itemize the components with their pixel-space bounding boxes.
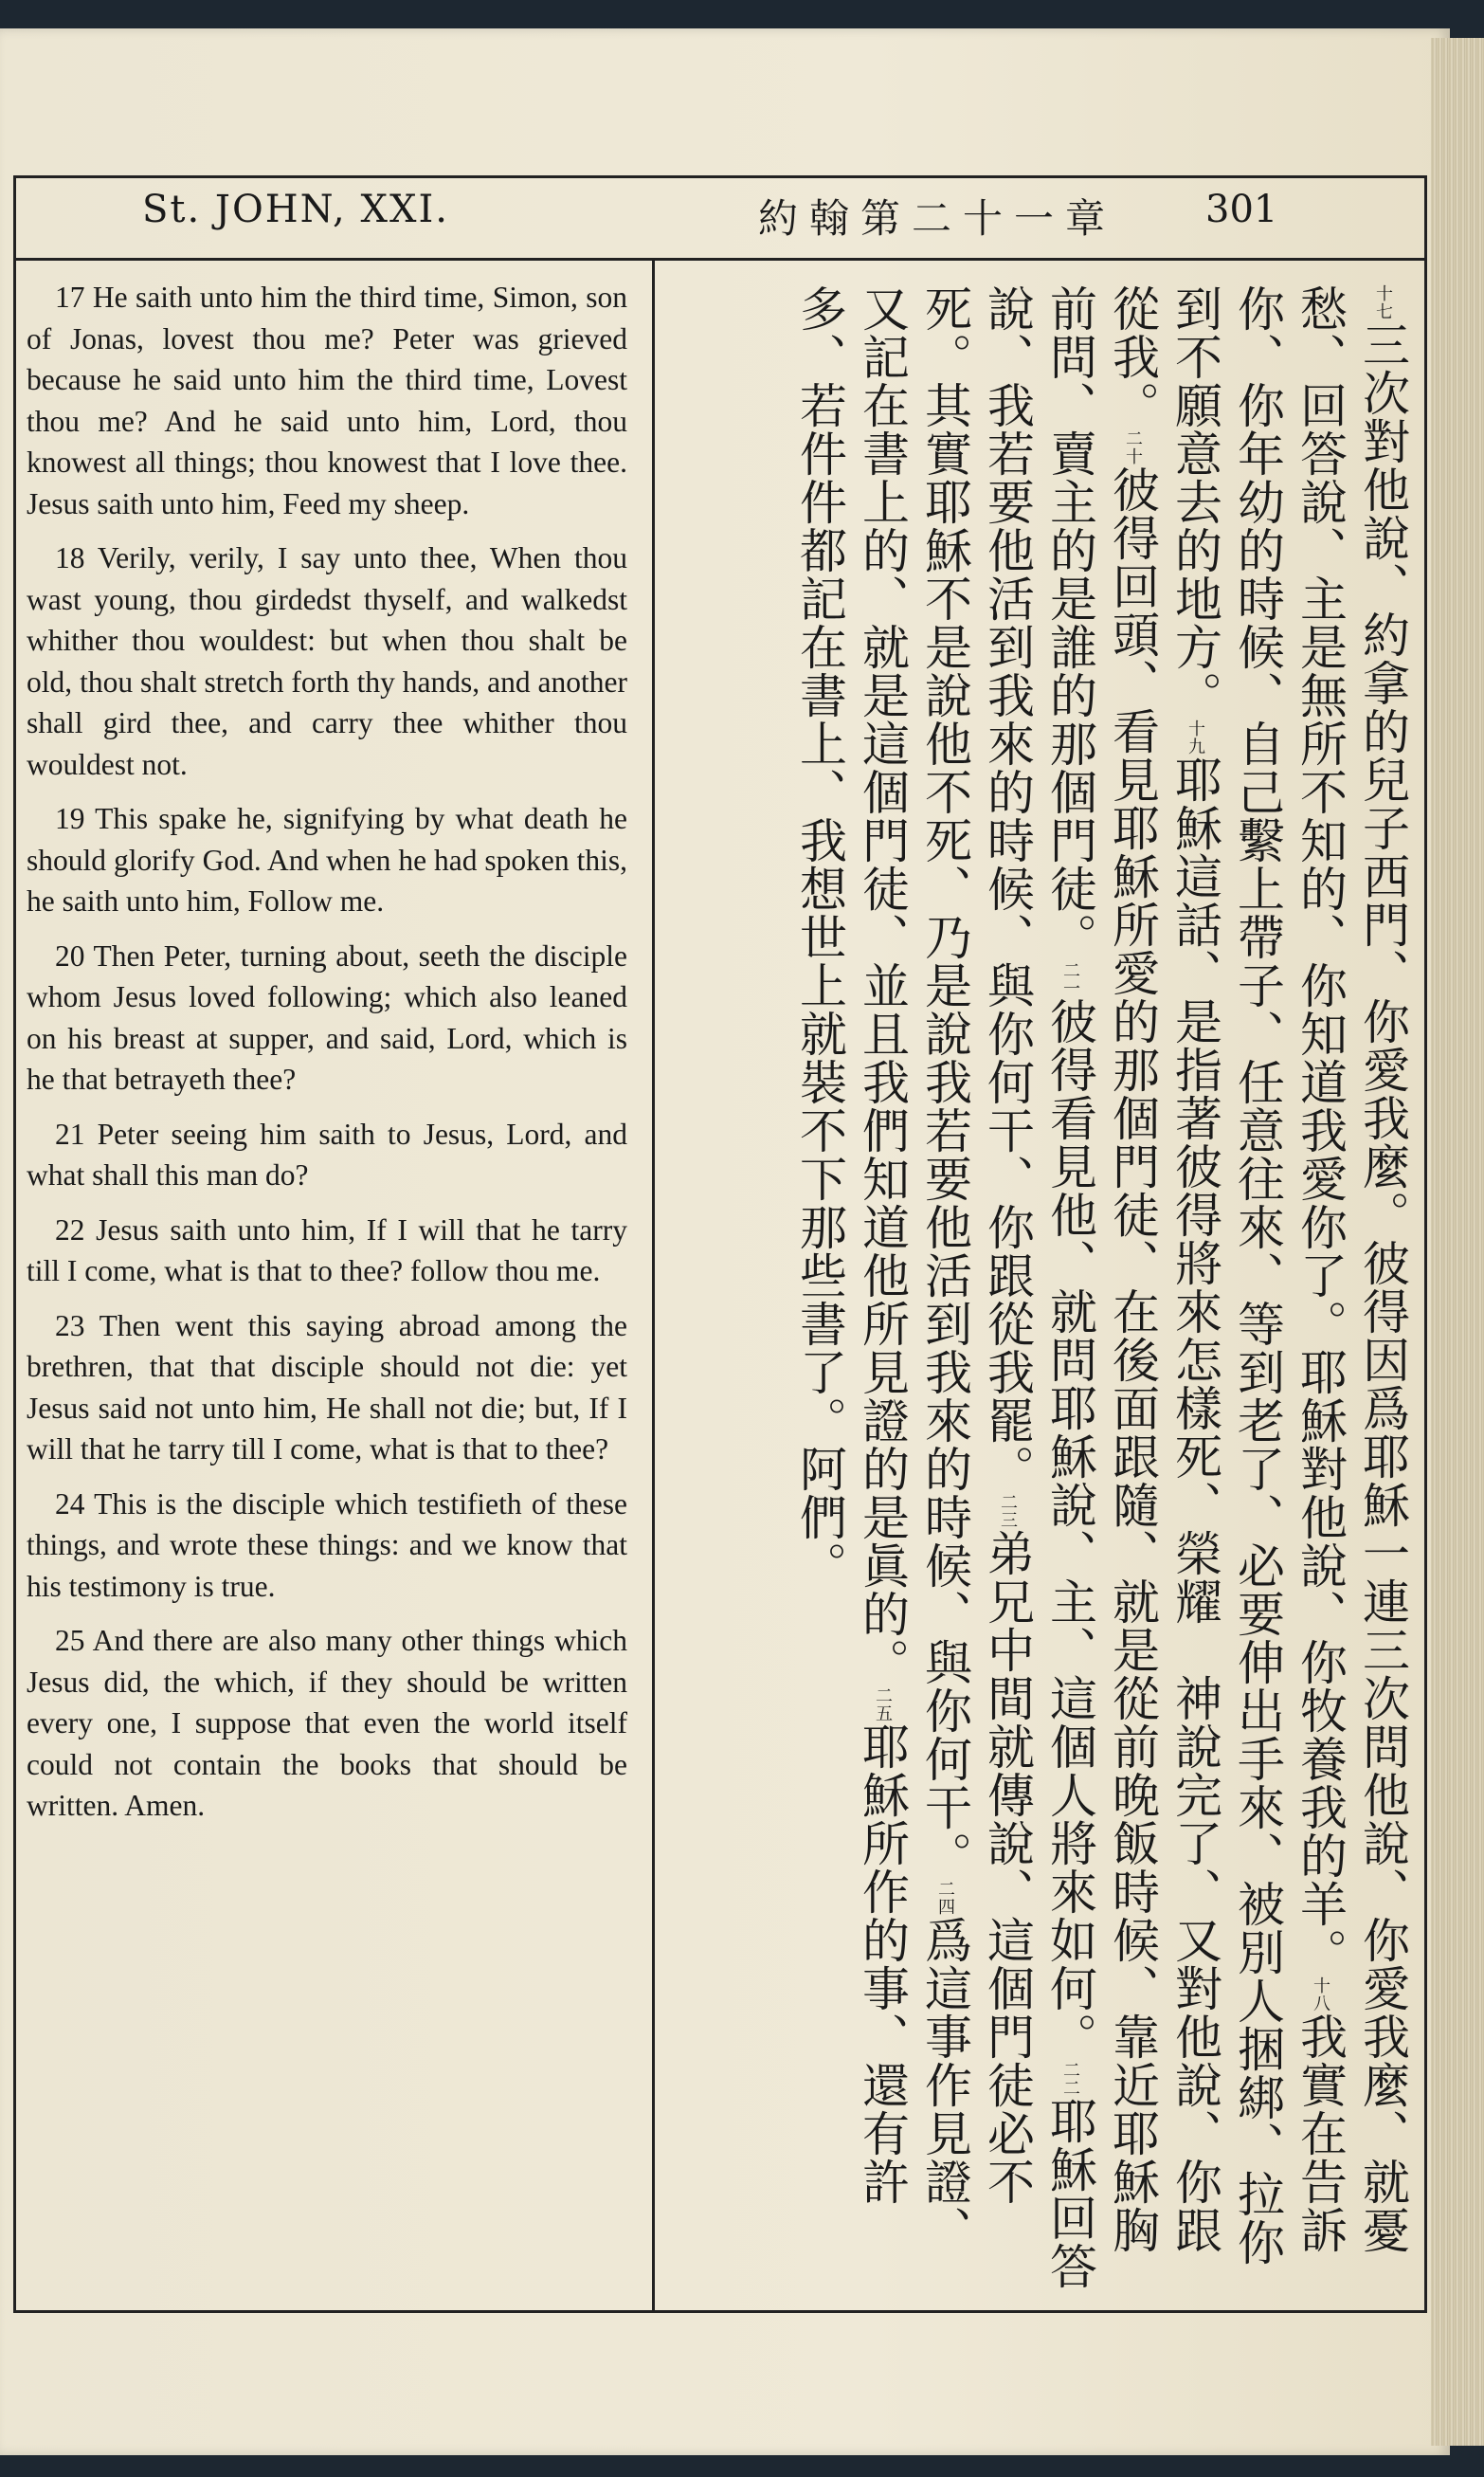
chinese-verse-24: 爲這事作見證、又記在書上的、就是這個門徒、並且我們知道他所見證的是眞的。 <box>855 284 972 2254</box>
verse-20: 20 Then Peter, turning about, seeth the disciple whom Jesus loved following; which also leaned on his breast at supper, and said, Lord, which is he that betrayeth thee? <box>27 938 627 1096</box>
chinese-verse-19: 耶穌這話、是指著彼得將來怎樣死、榮耀 神說完了、又對他說、你跟從我。 <box>1105 284 1222 2254</box>
column-rule <box>652 258 655 2313</box>
verse-21: 21 Peter seeing him saith to Jesus, Lord, and what shall this man do? <box>27 1117 627 1192</box>
page-edges <box>1431 38 1484 2446</box>
verse-18: 18 Verily, verily, I say unto thee, When thou wast young, thou girdedst thyself, and walkedst whither thou wouldest: but when thou shalt be old, thou shalt stretch forth thy hands, and another shall gird thee, and carry thee whither thou wouldest not. <box>27 541 627 781</box>
verse-17: 17 He saith unto him the third time, Simon, son of Jonas, lovest thou me? Peter was grieved because he said unto him the third time, Lovest thou me? And he said unto him, Lord, thou knowest all things; thou knowest that I love thee. Jesus saith unto him, Feed my sheep. <box>27 281 627 520</box>
verse-number-17: 十七 <box>1373 284 1393 320</box>
verse-number-20: 二十 <box>1123 429 1143 465</box>
verse-23: 23 Then went this saying abroad among the brethren, that that disciple should not die: yet Jesus said not unto him, He shall not die; but, If I will that he tarry till I come, what is that to thee? <box>27 1308 627 1466</box>
verse-25: 25 And there are also many other things which Jesus did, the which, if they should be written every one, I suppose that even the world itself could not contain the books that should be written. Amen. <box>27 1624 627 1822</box>
verse-number-23: 二三 <box>998 1493 1018 1529</box>
verse-number-24: 二四 <box>935 1880 955 1916</box>
chinese-column <box>675 284 1414 2294</box>
verse-22: 22 Jesus saith unto him, If I will that he tarry till I come, what is that to thee? follow thou me. <box>27 1212 627 1287</box>
verse-number-18: 十八 <box>1311 1976 1330 2013</box>
chinese-verse-25: 耶穌所作的事、還有許多、若件件都記在書上、我想世上就裝不下那些書了。阿們。 <box>792 284 910 2206</box>
chinese-verse-17: 三次對他說、約拿的兒子西門、你愛我麼。彼得因爲耶穌一連三次問他說、你愛我麼、就憂愁、回答說、主是無所不知的、你知道我愛你了。耶穌對他說、你牧養我的羊。 <box>1293 284 1410 2254</box>
chinese-verse-18: 我實在告訴你、你年幼的時候、自己繫上帶子、任意往來、等到老了、必要伸出手來、被別人捆綁、拉你到不願意去的地方。 <box>1167 284 1348 2267</box>
verse-number-25: 二五 <box>873 1686 893 1722</box>
chinese-verse-22: 耶穌回答說、我若要他活到我來的時候、與你何干、你跟從我罷。 <box>980 284 1097 2290</box>
verse-number-21: 二一 <box>1060 961 1080 997</box>
running-header-chinese: 約翰第二十一章 <box>758 195 1117 242</box>
english-column <box>27 277 627 1840</box>
verse-24: 24 This is the disciple which testifieth of these things, and wrote these things: and we know that his testimony is true. <box>27 1486 627 1603</box>
header-rule <box>13 258 1427 261</box>
chinese-verse-23: 弟兄中間就傳說、這個門徒必不死。其實耶穌不是說他不死、乃是說我若要他活到我來的時候、與你何干。 <box>917 284 1035 2206</box>
chinese-verse-20: 彼得回頭、看見耶穌所愛的那個門徒、在後面跟隨、就是從前晚飯時候、靠近耶穌胸前問、賣主的是誰的那個門徒。 <box>1042 284 1160 2254</box>
verse-19: 19 This spake he, signifying by what death he should glorify God. And when he had spoken this, he saith unto him, Follow me. <box>27 802 627 918</box>
verse-number-22: 二二 <box>1060 2061 1080 2097</box>
page-number: 301 <box>1205 188 1278 231</box>
verse-number-19: 十九 <box>1185 719 1205 756</box>
chinese-verse-21: 彼得看見他、就問耶穌說、主、這個人將來如何。 <box>1042 997 1097 2061</box>
running-header-english: St. JOHN, XXI. <box>142 188 449 231</box>
